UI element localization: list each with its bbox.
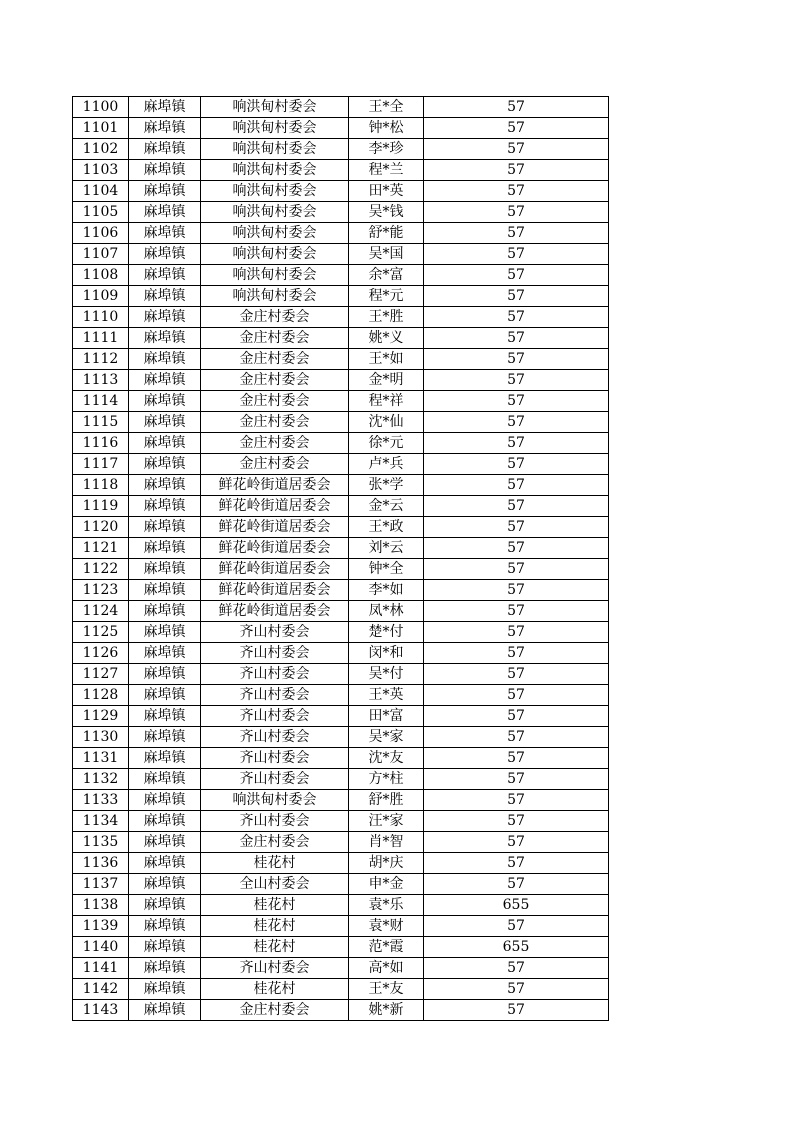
town-cell: 麻埠镇 [129,958,201,979]
table-row [73,874,609,895]
row-number-cell: 1114 [73,391,129,412]
town-cell: 麻埠镇 [129,895,201,916]
amount-cell: 57 [424,370,609,391]
village-cell: 鲜花岭街道居委会 [201,517,349,538]
name-cell: 姚*新 [349,1000,424,1021]
name-cell: 程*兰 [349,160,424,181]
row-number-cell: 1101 [73,118,129,139]
village-cell: 齐山村委会 [201,643,349,664]
town-cell: 麻埠镇 [129,328,201,349]
village-cell: 响洪甸村委会 [201,97,349,118]
table-row [73,685,609,706]
village-cell: 鲜花岭街道居委会 [201,475,349,496]
row-number-cell: 1115 [73,412,129,433]
town-cell: 麻埠镇 [129,853,201,874]
town-cell: 麻埠镇 [129,811,201,832]
village-cell: 齐山村委会 [201,685,349,706]
amount-cell: 57 [424,139,609,160]
village-cell: 响洪甸村委会 [201,160,349,181]
amount-cell: 57 [424,244,609,265]
amount-cell: 57 [424,391,609,412]
town-cell: 麻埠镇 [129,517,201,538]
village-cell: 金庄村委会 [201,328,349,349]
town-cell: 麻埠镇 [129,265,201,286]
name-cell: 程*元 [349,286,424,307]
name-cell: 吴*钱 [349,202,424,223]
table-row [73,895,609,916]
row-number-cell: 1133 [73,790,129,811]
table-row [73,916,609,937]
town-cell: 麻埠镇 [129,160,201,181]
amount-cell: 57 [424,160,609,181]
row-number-cell: 1120 [73,517,129,538]
town-cell: 麻埠镇 [129,790,201,811]
amount-cell: 57 [424,286,609,307]
amount-cell: 57 [424,727,609,748]
table-row [73,454,609,475]
row-number-cell: 1132 [73,769,129,790]
name-cell: 范*霞 [349,937,424,958]
table-row [73,853,609,874]
name-cell: 肖*智 [349,832,424,853]
name-cell: 王*友 [349,979,424,1000]
town-cell: 麻埠镇 [129,454,201,475]
row-number-cell: 1131 [73,748,129,769]
row-number-cell: 1110 [73,307,129,328]
name-cell: 舒*胜 [349,790,424,811]
amount-cell: 57 [424,811,609,832]
table-row [73,601,609,622]
town-cell: 麻埠镇 [129,118,201,139]
town-cell: 麻埠镇 [129,685,201,706]
amount-cell: 57 [424,202,609,223]
row-number-cell: 1109 [73,286,129,307]
village-cell: 齐山村委会 [201,727,349,748]
row-number-cell: 1103 [73,160,129,181]
row-number-cell: 1119 [73,496,129,517]
town-cell: 麻埠镇 [129,643,201,664]
town-cell: 麻埠镇 [129,496,201,517]
village-cell: 鲜花岭街道居委会 [201,496,349,517]
amount-cell: 57 [424,748,609,769]
amount-cell: 57 [424,769,609,790]
town-cell: 麻埠镇 [129,706,201,727]
table-row [73,349,609,370]
name-cell: 钟*松 [349,118,424,139]
row-number-cell: 1135 [73,832,129,853]
table-row [73,139,609,160]
name-cell: 吴*家 [349,727,424,748]
town-cell: 麻埠镇 [129,181,201,202]
village-cell: 金庄村委会 [201,391,349,412]
amount-cell: 57 [424,643,609,664]
village-cell: 齐山村委会 [201,958,349,979]
town-cell: 麻埠镇 [129,202,201,223]
village-cell: 金庄村委会 [201,370,349,391]
table-row [73,286,609,307]
table-row [73,181,609,202]
row-number-cell: 1134 [73,811,129,832]
town-cell: 麻埠镇 [129,727,201,748]
row-number-cell: 1102 [73,139,129,160]
town-cell: 麻埠镇 [129,538,201,559]
amount-cell: 57 [424,328,609,349]
village-cell: 鲜花岭街道居委会 [201,601,349,622]
table-row [73,118,609,139]
village-cell: 全山村委会 [201,874,349,895]
village-cell: 桂花村 [201,916,349,937]
table-row [73,832,609,853]
name-cell: 王*政 [349,517,424,538]
town-cell: 麻埠镇 [129,286,201,307]
row-number-cell: 1100 [73,97,129,118]
name-cell: 钟*全 [349,559,424,580]
village-cell: 响洪甸村委会 [201,181,349,202]
row-number-cell: 1116 [73,433,129,454]
town-cell: 麻埠镇 [129,916,201,937]
name-cell: 余*富 [349,265,424,286]
village-cell: 响洪甸村委会 [201,223,349,244]
town-cell: 麻埠镇 [129,580,201,601]
table-row [73,202,609,223]
village-cell: 金庄村委会 [201,433,349,454]
town-cell: 麻埠镇 [129,601,201,622]
table-row [73,328,609,349]
row-number-cell: 1140 [73,937,129,958]
name-cell: 方*柱 [349,769,424,790]
row-number-cell: 1108 [73,265,129,286]
town-cell: 麻埠镇 [129,391,201,412]
village-cell: 鲜花岭街道居委会 [201,559,349,580]
amount-cell: 57 [424,979,609,1000]
name-cell: 王*如 [349,349,424,370]
amount-cell: 57 [424,349,609,370]
row-number-cell: 1112 [73,349,129,370]
name-cell: 沈*仙 [349,412,424,433]
amount-cell: 57 [424,706,609,727]
amount-cell: 57 [424,622,609,643]
row-number-cell: 1122 [73,559,129,580]
name-cell: 袁*乐 [349,895,424,916]
town-cell: 麻埠镇 [129,97,201,118]
amount-cell: 57 [424,538,609,559]
name-cell: 程*祥 [349,391,424,412]
name-cell: 卢*兵 [349,454,424,475]
amount-cell: 57 [424,874,609,895]
row-number-cell: 1142 [73,979,129,1000]
village-cell: 齐山村委会 [201,811,349,832]
table-row [73,979,609,1000]
town-cell: 麻埠镇 [129,832,201,853]
table-row [73,475,609,496]
name-cell: 吴*付 [349,664,424,685]
amount-cell: 57 [424,433,609,454]
town-cell: 麻埠镇 [129,433,201,454]
village-cell: 齐山村委会 [201,769,349,790]
village-cell: 桂花村 [201,853,349,874]
village-cell: 桂花村 [201,937,349,958]
amount-cell: 57 [424,475,609,496]
table-row [73,538,609,559]
name-cell: 王*英 [349,685,424,706]
name-cell: 高*如 [349,958,424,979]
town-cell: 麻埠镇 [129,1000,201,1021]
table-row [73,307,609,328]
amount-cell: 57 [424,412,609,433]
table-row [73,433,609,454]
village-cell: 响洪甸村委会 [201,265,349,286]
village-cell: 响洪甸村委会 [201,244,349,265]
name-cell: 汪*家 [349,811,424,832]
amount-cell: 57 [424,664,609,685]
amount-cell: 57 [424,559,609,580]
table-row [73,580,609,601]
table-row [73,412,609,433]
table-row [73,769,609,790]
table-body [73,97,609,1021]
town-cell: 麻埠镇 [129,475,201,496]
row-number-cell: 1118 [73,475,129,496]
amount-cell: 57 [424,916,609,937]
name-cell: 王*胜 [349,307,424,328]
amount-cell: 57 [424,580,609,601]
amount-cell: 57 [424,1000,609,1021]
table-row [73,223,609,244]
table-row [73,97,609,118]
table-row [73,958,609,979]
name-cell: 李*珍 [349,139,424,160]
name-cell: 袁*财 [349,916,424,937]
table-row [73,937,609,958]
name-cell: 姚*义 [349,328,424,349]
town-cell: 麻埠镇 [129,349,201,370]
town-cell: 麻埠镇 [129,412,201,433]
town-cell: 麻埠镇 [129,979,201,1000]
name-cell: 凤*林 [349,601,424,622]
name-cell: 李*如 [349,580,424,601]
village-cell: 鲜花岭街道居委会 [201,580,349,601]
amount-cell: 57 [424,97,609,118]
amount-cell: 57 [424,958,609,979]
amount-cell: 57 [424,265,609,286]
data-table [72,96,609,1021]
table-row [73,517,609,538]
row-number-cell: 1138 [73,895,129,916]
town-cell: 麻埠镇 [129,370,201,391]
amount-cell: 655 [424,937,609,958]
table-row [73,370,609,391]
row-number-cell: 1141 [73,958,129,979]
village-cell: 响洪甸村委会 [201,790,349,811]
table-row [73,244,609,265]
table-row [73,790,609,811]
table-row [73,265,609,286]
village-cell: 金庄村委会 [201,349,349,370]
row-number-cell: 1129 [73,706,129,727]
village-cell: 齐山村委会 [201,748,349,769]
table-row [73,664,609,685]
name-cell: 沈*友 [349,748,424,769]
row-number-cell: 1125 [73,622,129,643]
town-cell: 麻埠镇 [129,748,201,769]
name-cell: 金*云 [349,496,424,517]
row-number-cell: 1121 [73,538,129,559]
amount-cell: 57 [424,223,609,244]
amount-cell: 655 [424,895,609,916]
village-cell: 响洪甸村委会 [201,118,349,139]
name-cell: 楚*付 [349,622,424,643]
table-row [73,391,609,412]
row-number-cell: 1106 [73,223,129,244]
town-cell: 麻埠镇 [129,559,201,580]
row-number-cell: 1137 [73,874,129,895]
village-cell: 金庄村委会 [201,412,349,433]
name-cell: 申*金 [349,874,424,895]
row-number-cell: 1111 [73,328,129,349]
village-cell: 齐山村委会 [201,706,349,727]
amount-cell: 57 [424,853,609,874]
town-cell: 麻埠镇 [129,139,201,160]
amount-cell: 57 [424,685,609,706]
name-cell: 田*富 [349,706,424,727]
village-cell: 响洪甸村委会 [201,139,349,160]
row-number-cell: 1143 [73,1000,129,1021]
town-cell: 麻埠镇 [129,769,201,790]
name-cell: 吴*国 [349,244,424,265]
table-row [73,622,609,643]
row-number-cell: 1126 [73,643,129,664]
amount-cell: 57 [424,307,609,328]
table-row [73,643,609,664]
name-cell: 胡*庆 [349,853,424,874]
village-cell: 响洪甸村委会 [201,286,349,307]
table-row [73,811,609,832]
village-cell: 齐山村委会 [201,664,349,685]
name-cell: 张*学 [349,475,424,496]
amount-cell: 57 [424,454,609,475]
row-number-cell: 1105 [73,202,129,223]
name-cell: 闵*和 [349,643,424,664]
name-cell: 舒*能 [349,223,424,244]
village-cell: 金庄村委会 [201,1000,349,1021]
name-cell: 金*明 [349,370,424,391]
amount-cell: 57 [424,601,609,622]
row-number-cell: 1127 [73,664,129,685]
village-cell: 齐山村委会 [201,622,349,643]
amount-cell: 57 [424,790,609,811]
town-cell: 麻埠镇 [129,223,201,244]
town-cell: 麻埠镇 [129,622,201,643]
name-cell: 徐*元 [349,433,424,454]
town-cell: 麻埠镇 [129,664,201,685]
row-number-cell: 1117 [73,454,129,475]
town-cell: 麻埠镇 [129,937,201,958]
row-number-cell: 1123 [73,580,129,601]
amount-cell: 57 [424,118,609,139]
row-number-cell: 1113 [73,370,129,391]
village-cell: 金庄村委会 [201,832,349,853]
table-row [73,706,609,727]
table-row [73,160,609,181]
row-number-cell: 1124 [73,601,129,622]
village-cell: 桂花村 [201,979,349,1000]
name-cell: 田*英 [349,181,424,202]
table-row [73,1000,609,1021]
row-number-cell: 1104 [73,181,129,202]
table-row [73,748,609,769]
name-cell: 刘*云 [349,538,424,559]
village-cell: 金庄村委会 [201,454,349,475]
row-number-cell: 1128 [73,685,129,706]
name-cell: 王*全 [349,97,424,118]
table-row [73,727,609,748]
village-cell: 鲜花岭街道居委会 [201,538,349,559]
row-number-cell: 1139 [73,916,129,937]
town-cell: 麻埠镇 [129,307,201,328]
amount-cell: 57 [424,517,609,538]
town-cell: 麻埠镇 [129,244,201,265]
table-row [73,496,609,517]
village-cell: 金庄村委会 [201,307,349,328]
row-number-cell: 1136 [73,853,129,874]
table-row [73,559,609,580]
amount-cell: 57 [424,496,609,517]
town-cell: 麻埠镇 [129,874,201,895]
village-cell: 响洪甸村委会 [201,202,349,223]
village-cell: 桂花村 [201,895,349,916]
row-number-cell: 1130 [73,727,129,748]
amount-cell: 57 [424,832,609,853]
amount-cell: 57 [424,181,609,202]
row-number-cell: 1107 [73,244,129,265]
